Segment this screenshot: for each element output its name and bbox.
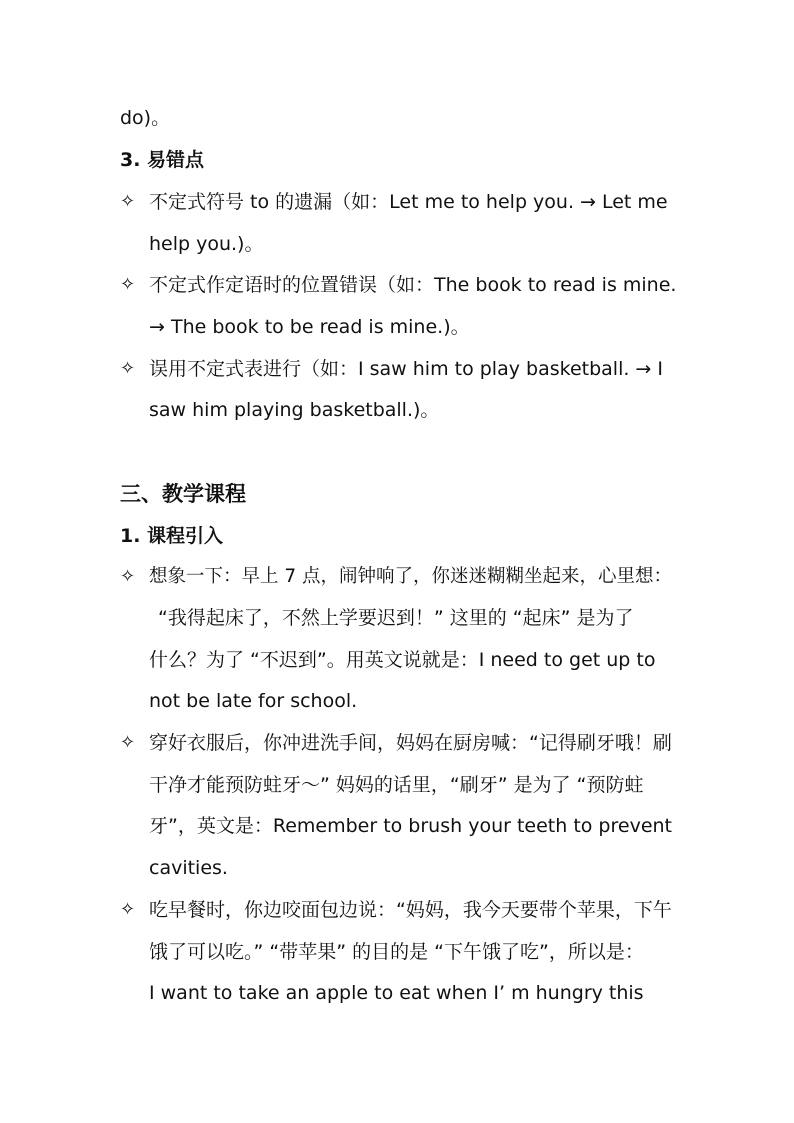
paragraph-tail: do)。 bbox=[120, 107, 171, 129]
list-item-line: “我得起床了，不然上学要迟到！” 这里的 “起床” 是为了 bbox=[158, 607, 634, 629]
section-heading-intro: 1. 课程引入 bbox=[120, 525, 224, 547]
bullet-icon: ✧ bbox=[120, 899, 136, 920]
list-item-line: 穿好衣服后，你冲进洗手间，妈妈在厨房喊：“记得刷牙哦！刷 bbox=[149, 732, 672, 754]
list-item-line: I want to take an apple to eat when I’ m hungry this bbox=[149, 982, 644, 1004]
list-item-line: help you.)。 bbox=[149, 233, 264, 255]
list-item-line: → The book to be read is mine.)。 bbox=[149, 316, 470, 338]
part-heading: 三、教学课程 bbox=[120, 482, 246, 506]
bullet-icon: ✧ bbox=[120, 732, 136, 753]
list-item-line: saw him playing basketball.)。 bbox=[149, 399, 440, 421]
list-item-line: 误用不定式表进行（如：I saw him to play basketball. → I bbox=[149, 358, 663, 380]
list-item-line: cavities. bbox=[149, 857, 228, 879]
bullet-icon: ✧ bbox=[120, 274, 136, 295]
list-item-line: 饿了可以吃。” “带苹果” 的目的是 “下午饿了吃”，所以是： bbox=[149, 941, 644, 963]
list-item-line: 不定式符号 to 的遗漏（如：Let me to help you. → Let me bbox=[149, 191, 668, 213]
list-item-line: 不定式作定语时的位置错误（如：The book to read is mine. bbox=[149, 274, 677, 296]
list-item-line: not be late for school. bbox=[149, 690, 358, 712]
list-item-line: 想象一下：早上 7 点，闹钟响了，你迷迷糊糊坐起来，心里想： bbox=[149, 566, 673, 587]
list-item-line: 什么？为了 “不迟到”。用英文说就是：I need to get up to bbox=[149, 649, 656, 671]
list-item-line: 干净才能预防蛀牙～” 妈妈的话里，“刷牙” 是为了 “预防蛀 bbox=[149, 774, 644, 796]
list-item-line: 牙”，英文是：Remember to brush your teeth to prevent bbox=[149, 815, 673, 837]
bullet-icon: ✧ bbox=[120, 191, 136, 212]
list-item-line: 吃早餐时，你边咬面包边说：“妈妈，我今天要带个苹果，下午 bbox=[149, 899, 672, 921]
bullet-icon: ✧ bbox=[120, 566, 136, 587]
bullet-icon: ✧ bbox=[120, 358, 136, 379]
section-heading-mistakes: 3. 易错点 bbox=[120, 149, 205, 171]
